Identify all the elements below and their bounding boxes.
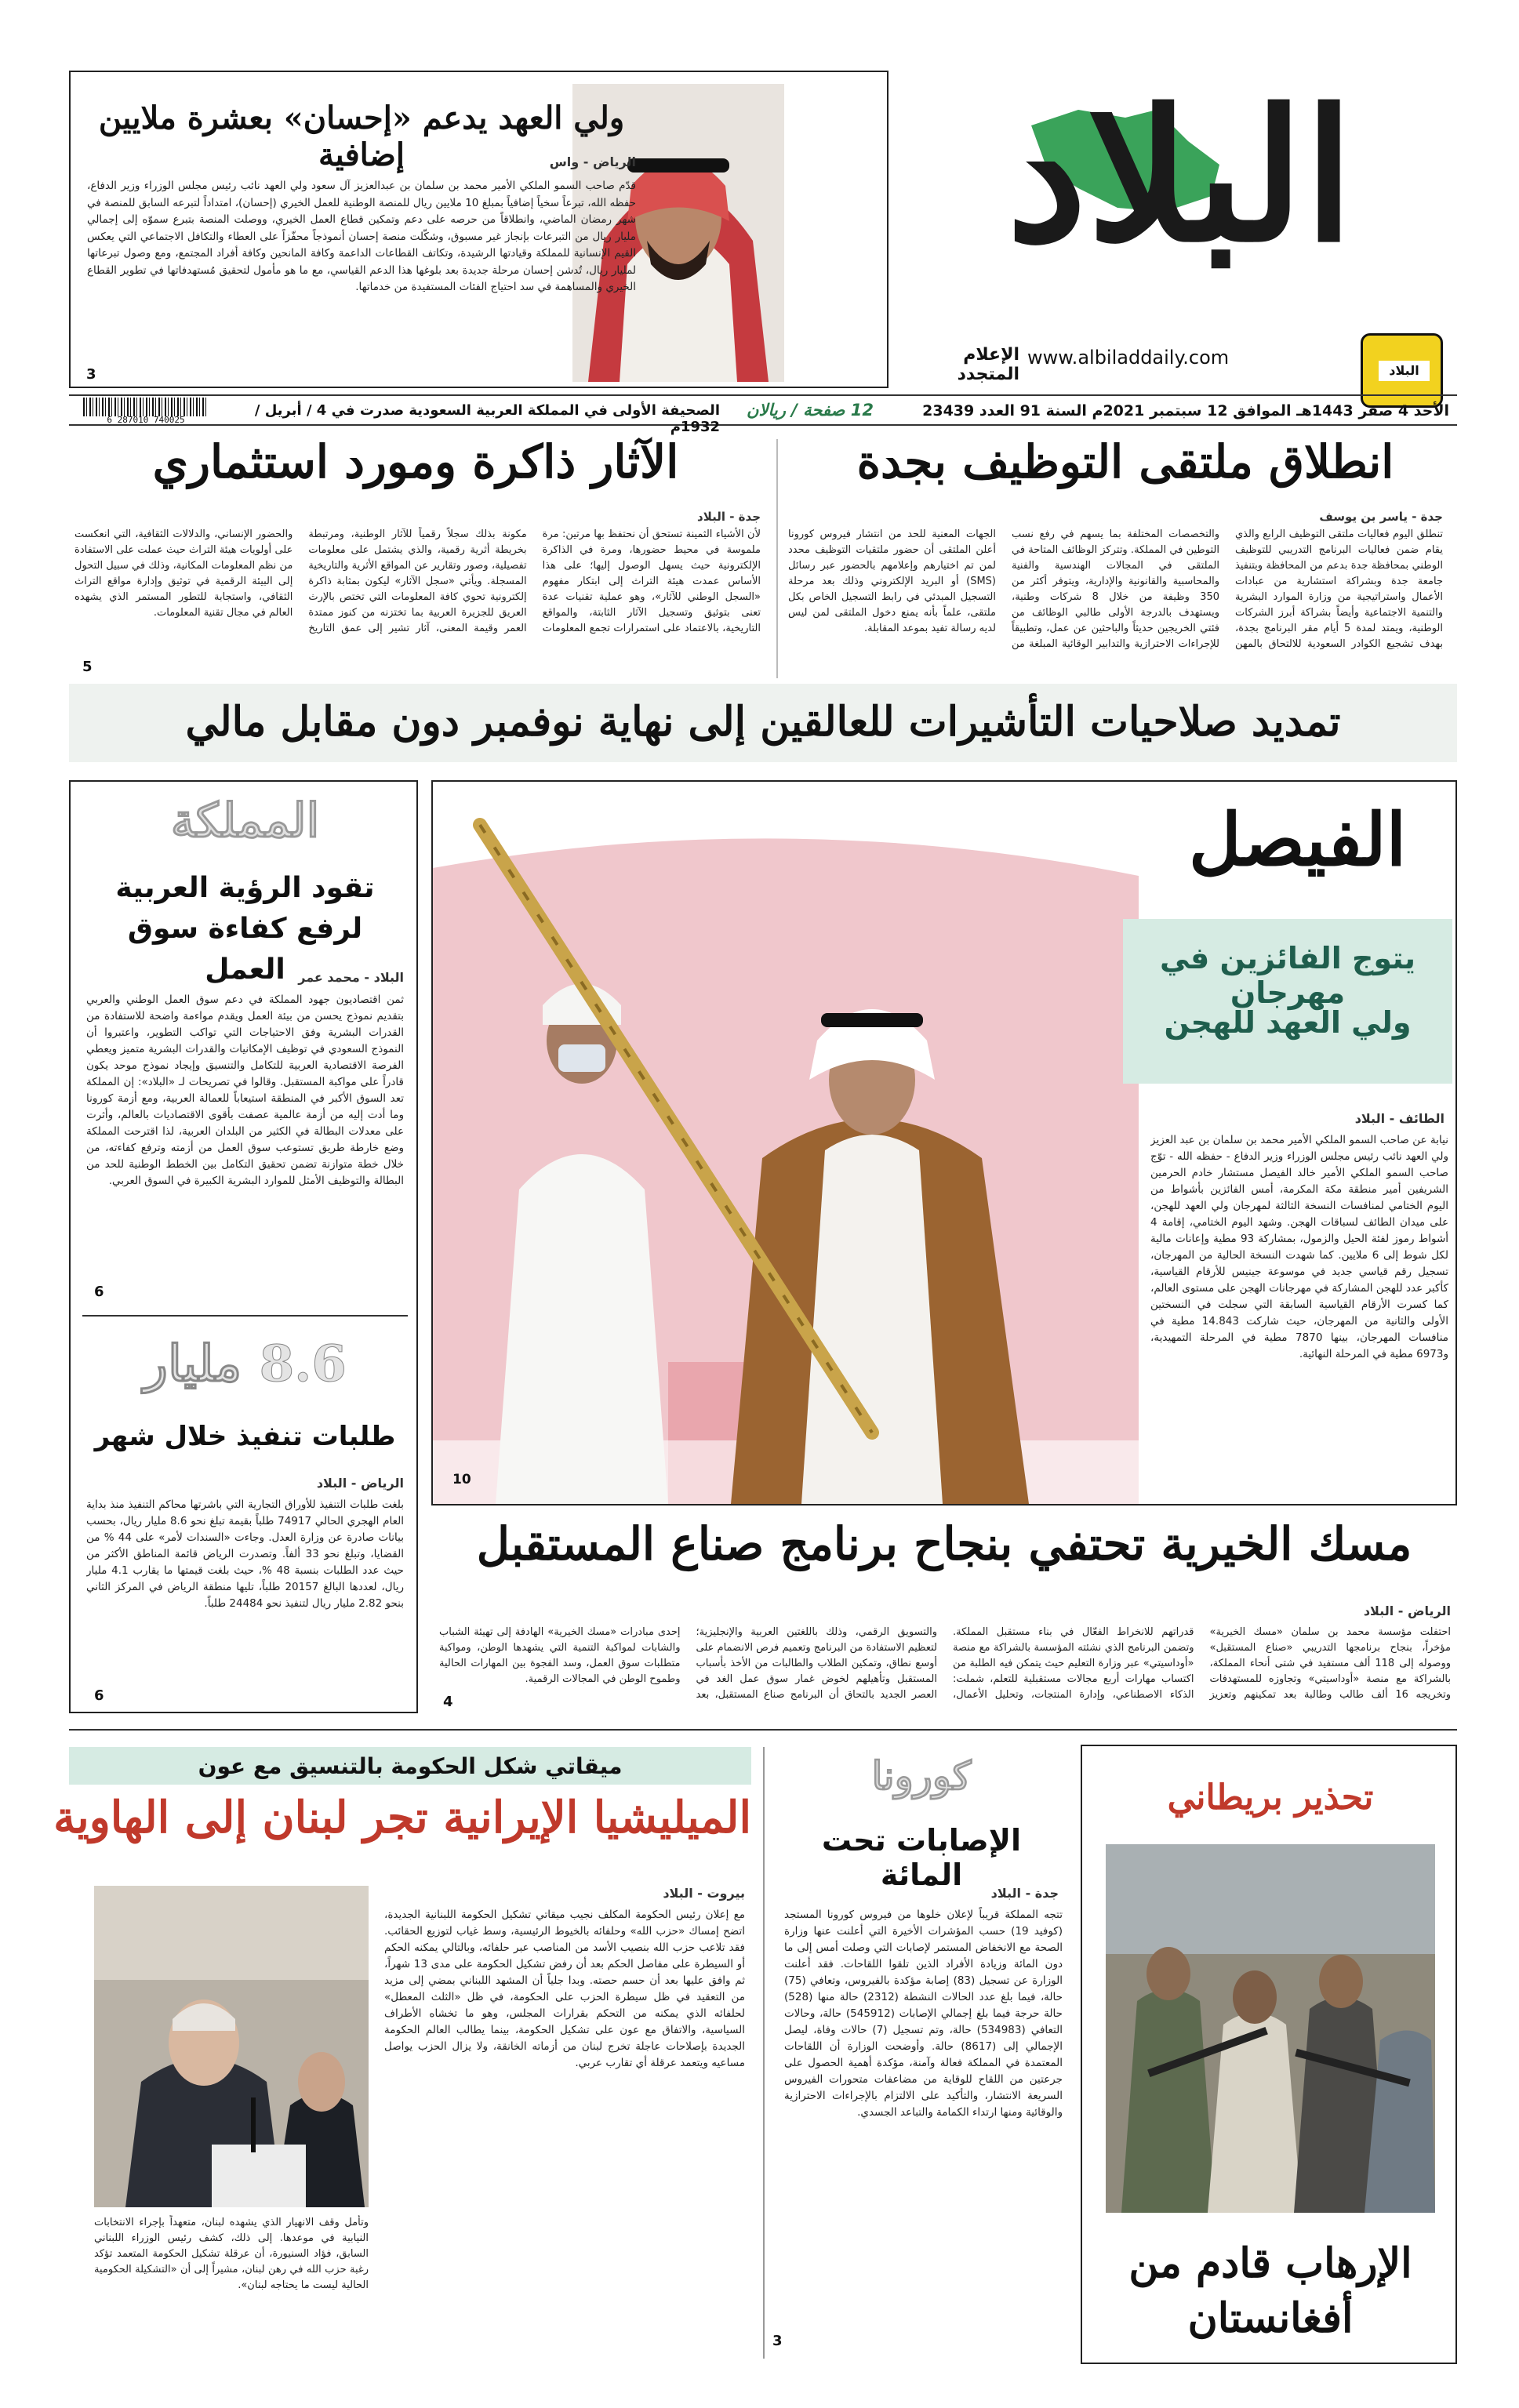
jobs-headline: انطلاق ملتقى التوظيف بجدة: [856, 435, 1394, 489]
heritage-dateline: جدة - البلاد: [697, 510, 761, 524]
kingdom-headline: تقود الرؤية العربية لرفع كفاءة سوق العمل: [115, 872, 375, 986]
afghan-photo: [1106, 1844, 1435, 2213]
lebanon-headline: الميليشيا الإيرانية تجر لبنان إلى الهاوية: [53, 1792, 751, 1843]
armed-fighters-scene: [1106, 1844, 1435, 2213]
lebanon-caption: وتأمل وقف الانهيار الذي يشهده لبنان، متعهداً بإجراء الانتخابات النيابية في موعدها. إلى ذلك، كشف رئيس الوزراء اللبناني السابق، فؤاد السنيورة، أن عرقلة تشكيل الحكومة المتعمد تؤكد رغبة حزب الله في رهن لبنان، مشيراً إلى أن «التشكيلة الحكومية الحالية ليست ما يحتاجه لبنان».: [94, 2217, 369, 2291]
founded-note: الصحيفة الأولى في المملكة العربية السعودية صدرت في 4 / أبريل / 1932م: [254, 402, 720, 435]
visa-banner: [69, 684, 1457, 762]
page-ref: 6: [94, 1687, 104, 1704]
billion-dateline: الرياض - البلاد: [316, 1476, 404, 1491]
billion-figure: 8.6 مليار: [144, 1335, 347, 1393]
heritage-headline: الآثار ذاكرة ومورد استثماري: [152, 435, 679, 489]
misk-body: احتفلت مؤسسة محمد بن سلمان «مسك الخيرية» مؤخراً، بنجاح برنامجها التدريبي «صناع المستقبل» ووصوله إلى 118 ألف مستفيد في شتى أنحاء المملكة، بالشراكة مع منصة «أوداسيتي» وتجاوزه للمستهدفات وتخريجه 16 ألف طالب وطالبة بعد تمكينهم وتعزيز قدراتهم للانخراط الفعّال في بناء مستقبل المملكة. وتضمن البرنامج الذي نشئته المؤسسة بالشراكة مع منصة «أوداسيتي» عبر وزارة التعليم حيث يتمكن فيه الطلبة من اكتساب مهارات أربع مجالات مستقبلية للتعلم، شملت: الذكاء الاصطناعي، وإدارة المنتجات، وتحليل الأعمال، والتسويق الرقمي، وذلك باللغتين العربية والإنجليزية؛ لتعظيم الاستفادة من البرنامج وتعميم فرص الانضمام على أوسع نطاق، وتمكين الطلاب والطالبات من الأخذ بأسباب المستقبل وتأهيلهم لخوض غمار سوق عمل الغد في العصر الجديد بالتحاق أن البرنامج صناع المستقبل، بعد إحدى مبادرات «مسك الخيرية» الهادفة إلى تهيئة الشباب والشابات لمواكبة التنمية التي يشهدها الوطن، ومواكبة متطلبات سوق العمل، وسد الفجوة بين المهارات الحالية وطموح الوطن في المجالات الرقمية.: [439, 1626, 1451, 1701]
logo: البلاد: [1006, 71, 1354, 282]
lebanon-kicker: ميقاتي شكل الحكومة بالتنسيق مع عون: [198, 1753, 623, 1779]
corona-body: تتجه المملكة قريباً لإعلان خلوها من فيروس كورونا المستجد (كوفيد 19) حسب المؤشرات الأخيرة التي أعلنت عنها وزارة الصحة مع الانخفاض المستمر لإصابات التي وصلت أمس إلى ما دون المائة وزيادة الأفراد الذين تلقوا اللقاحات. فقد أعلنت الوزارة عن تسجيل (83) إصابة مؤكدة بالفيروس، وتعافي (75) حالة، فيما بلغ عدد الحالات النشطة (2312) حالة منها (528) حالة حرجة فيما بلغ إجمالي الإصابات (545912) حالة، وحالات التعافي (534983) حالة، وتم تسجيل (7) حالات وفاة، ليصل الإجمالي إلى (8617) حالة. وأوضحت الوزارة أن اللقاحات المعتمدة في المملكة فعالة وآمنة، مؤكدة أهمية الحصول على جرعتين من اللقاح للوقاية من مضاعفات متحورات الفيروس السريعة الانتشار، والتأكيد على الالتزام بالإجراءات الاحترازية والوقائية ومنها ارتداء الكمامة والتباعد الجسدي.: [784, 1909, 1063, 2119]
misk-dateline: الرياض - البلاد: [1363, 1604, 1451, 1618]
column-divider: [776, 439, 778, 678]
afghan-headline-top: تحذير بريطاني: [1167, 1778, 1374, 1818]
website-link[interactable]: www.albiladdaily.com: [1027, 347, 1230, 369]
page-ref: 6: [94, 1284, 104, 1300]
page-ref: 3: [772, 2333, 783, 2349]
mikati-photo: [94, 1886, 369, 2207]
heritage-body: لأن الأشياء الثمينة تستحق أن نحتفظ بها مرتين: مرة ملموسة في محيط حضورها، ومرة في الذاكرة الإلكترونية حيث يسهل الوصول إليها؛ على هذا الأساس عمدت هيئة التراث إلى ابتكار مفهوم «السجل الوطني للآثار»، وهو عملية تقنيات عدة تعنى بتوثيق وتسجيل الآثار الثابتة، والمواقع التاريخية، بالاعتماد على استمرارات تجمع المعلومات مكونة بذلك سجلاً رقمياً للآثار الوطنية، ومرتبطة بخريطة أثرية رقمية، والذي يشتمل على معلومات تفصيلية، وصور وتقارير عن المواقع الأثرية والتاريخية المسجلة. ويأتي «سجل الآثار» ليكون بمثابة ذاكرة إلكترونية تحوي كافة المعلومات التي تختص بالإرث العريق للجزيرة العربية بما تختزنه من كنوز ممتدة العمر وقيمة المعنى، آثار تشير إلى عمق التاريخ والحضور الإنساني، والدلالات الثقافية، التي انعكست على أولويات هيئة التراث حيث عملت على الاستفادة من نظم المعلومات المكانية، وذلك في سبيل التحول إلى البيئة الرقمية في توثيق وإدارة مواقع التراث الثقافي، واستجابة للتطور المستمر الذي يشهده العالم في مجال تقنية المعلومات.: [74, 528, 761, 634]
faisal-subtitle-1: يتوج الفائزين في مهرجان: [1159, 941, 1416, 1010]
faisal-subtitle-panel: [1123, 919, 1452, 1084]
ceremony-scene: [433, 782, 1139, 1504]
kingdom-label: المملكة: [170, 794, 320, 848]
dateline: الأحد 4 صفر 1443هـ الموافق 12 سبتمبر 2021م السنة 91 العدد 23439: [922, 402, 1449, 419]
faisal-photo: [433, 782, 1139, 1504]
top-story-headline: ولي العهد يدعم «إحسان» بعشرة ملايين إضافية: [98, 100, 625, 173]
slogan: الإعلام المتجدد: [957, 345, 1019, 384]
misk-headline: مسك الخيرية تحتفي بنجاح برنامج صناع المستقبل: [476, 1517, 1412, 1571]
faisal-panel: [431, 780, 1457, 1505]
jobs-dateline: جدة - ياسر بن يوسف: [1319, 510, 1443, 524]
lebanon-kicker-bar: [69, 1747, 751, 1785]
barcode-digits: 6 287010 740025: [107, 415, 185, 425]
jobs-body: تنطلق اليوم فعاليات ملتقى التوظيف الرابع والذي يقام ضمن فعاليات البرنامج التدريبي للتوظيف الوطني بمحافظة جدة بدعم من المحافظة وبتنفيذ جامعة جدة وبشراكة استشارية من عبادات الأعمال واستراتيجية من وزارة الموارد البشرية والتنمية الاجتماعية وأيضاً بشراكة أبرز الشركات الوطنية، ويمتد لمدة 5 أيام مقر البرنامج بجدة، بهدف تشجيع الكوادر السعودية للالتحاق بالمهن والتخصصات المختلفة بما يسهم في رفع نسب التوطين في المملكة. وتتركز الوظائف المتاحة في الملتقى في المجالات الهندسية والفنية والمحاسبية والقانونية والإدارية، ويتوفر أكثر من 350 وظيفة من خلال 8 شركات وطنية، ويستهدف بالدرجة الأولى طالبي الوظائف من فئتي الخريجين حديثاً والباحثين عن عمل، وتطبيقاً للإجراءات الاحترازية والتدابير الوقائية المبلغة من الجهات المعنية للحد من انتشار فيروس كورونا أعلن الملتقى أن حضور ملتقيات التوظيف محدد لمن تم اختيارهم وإعلامهم بالحضور عبر رسائل (SMS) أو البريد الإلكتروني وذلك بعد مرحلة التسجيل المبدئي في رابط التسجيل الخاص بكل ملتقى، علماً بأنه يمنع دخول الملتقى لمن ليس لديه رسالة تفيد بموعد المقابلة.: [788, 528, 1443, 650]
press-conference-figure: [94, 1886, 369, 2207]
afghan-headline-bottom: الإرهاب قادم من أفغانستان: [1128, 2239, 1412, 2342]
photo-page-ref: 10: [452, 1472, 471, 1487]
corona-headline: الإصابات تحت المائة: [821, 1823, 1022, 1892]
faisal-dateline: الطائف - البلاد: [1354, 1111, 1445, 1126]
page-ref: 3: [86, 366, 96, 383]
billion-body: بلغت طلبات التنفيذ للأوراق التجارية التي باشرتها محاكم التنفيذ منذ بداية العام الهجري الحالي 74917 طلباً بقيمة تبلغ نحو 8.6 مليار ريال، بحسب بيانات صادرة عن وزارة العدل. وجاءت «السندات لأمر» على 44 % من القضايا، وتبلغ نحو 33 ألفاً. وتصدرت الرياض قائمة المناطق الأكثر من حيث عدد الطلبات بنسبة 48 %، حيث بلغت قيمتها ما يقارب 4.1 مليار ريال، لعددها البالغ 20157 طلباً، تليها منطقة الرياض في المركز الثاني بنحو 2.82 مليار ريال لتنفيذ نحو 24484 طلباً.: [86, 1498, 404, 1610]
corona-label: كورونا: [871, 1752, 972, 1799]
top-story-box: [69, 71, 889, 388]
section-divider: [82, 1315, 408, 1317]
faisal-body: نيابة عن صاحب السمو الملكي الأمير محمد بن سلمان بن عبد العزيز ولي العهد نائب رئيس مجلس الوزراء وزير الدفاع - حفظه الله - توّج صاحب السمو الملكي الأمير خالد الفيصل مستشار خادم الحرمين الشريفين أمير منطقة مكة المكرمة، أمس الفائزين بأشواط من اليوم الختامي لمنافسات النسخة الثالثة لمهرجان ولي العهد للهجن، على ميدان الطائف لسباقات الهجن. وشهد اليوم الختامي، إقامة 4 أشواط رموز لفئة الحيل والزمول، بمشاركة 93 مطية وإعانات مالية لكل شوط إلى 6 ملايين. كما شهدت النسخة الحالية من المهرجان، تسجيل رقم قياسي جديد في موسوعة جينيس للأرقام القياسية، كأكبر عدد للهجن المشاركة في مهرجانات الهجن على مستوى العالم، كما كسرت الأرقام القياسية السابقة التي سجلت في النسختين الأولى والثانية من المهرجان، حيث شاركت 14.843 مطية في منافسات المهرجان، بينها 7870 مطية في المرحلة التمهيدية، و6973 مطية في المرحلة النهائية.: [1150, 1134, 1448, 1360]
corona-dateline: جدة - البلاد: [990, 1886, 1059, 1901]
dateline-bar: [69, 394, 1457, 435]
faisal-subtitle-2: ولي العهد للهجن: [1164, 1005, 1412, 1040]
top-story-dateline: الرياض - واس: [549, 154, 636, 169]
afghan-box: [1081, 1745, 1457, 2364]
visa-headline: تمديد صلاحيات التأشيرات للعالقين إلى نهاية نوفمبر دون مقابل مالي: [185, 698, 1341, 746]
section-divider: [69, 1729, 1457, 1731]
lebanon-dateline: بيروت - البلاد: [663, 1886, 745, 1901]
kingdom-box: [69, 780, 418, 1713]
page-count: 12 صفحة / ريالان: [747, 401, 874, 419]
column-divider: [763, 1747, 765, 2359]
lebanon-body: مع إعلان رئيس الحكومة المكلف نجيب ميقاتي تشكيل الحكومة اللبنانية الجديدة، اتضح إمساك «حزب الله» وحلفائه بالخيوط الرئيسية، وسط غياب لتوزيع الحقائب. فقد تلاعب حزب الله بنصيب الأسد من المناصب عبر حلفائه، وبالتالي يمكنه الحكم أو السيطرة على مفاصل الحكم بعد أن رفض تشكيل الحكومة على مدى 13 شهراً، ثم وافق عليها بعد أن حسم حصته. وبدا جلياً أن المشهد اللبناني بمضي إلى مزيد من التعقيد في ظل سيطرة الحزب على الحكومة، في ظل «الثلث المعطل» لحلفائه الذي يمكنه من التحكم بقرارات المجلس، وهو ما تخشاه الأطراف السياسية، والاتفاق مع عون على تشكيل الحكومة، بينما يطالب العالم الحكومة الجديدة بإصلاحات عاجلة تخرج لبنان من أزماته الخانقة، ولا يزال الحزب يواصل مساعيه ويتعمد عرقلة أي تقارب عربي.: [384, 1909, 745, 2069]
kingdom-dateline: البلاد - محمد عمر: [298, 970, 404, 985]
kingdom-body: ثمن اقتصاديون جهود المملكة في دعم سوق العمل الوطني والعربي بتقديم نموذج يحسن من بيئة العمل ويقدم مواءمة واضحة للاستفادة من القدرات البشرية وفق الاحتياجات التي تواكب التطوير، واعتبروا أن النموذج السعودي في توظيف الإمكانيات والقدرات البشرية متميز ويعطي الفرصة الاقتصادية العربية للتكامل والتنسيق وإيجاد نموذج موحد يكون قادراً على مواكبة المستقبل. وقالوا في تصريحات لـ «البلاد»: إن المملكة تعد السوق الأكبر في المنطقة استيعاباً للعمالة العربية، ومع أزمة كورونا وما أدت إليه من أزمة عالمية عصفت بأقوى الاقتصاديات بالعالم، وأثرت على معدلات البطالة في الكثير من البلدان العربية، لذا اقترحت المملكة وضع خارطة طريق تستوعب سوق العمل من أزمته وترفع كفاءته، من خلال خطة متوازنة تضمن تحقيق التكامل بين الخطط الوطنية للحد من البطالة والتوظيف الأمثل للموارد البشرية الكبيرة في السوق العربي.: [86, 993, 404, 1187]
top-story-body: قدّم صاحب السمو الملكي الأمير محمد بن سلمان بن عبدالعزيز آل سعود ولي العهد نائب رئيس مجلس الوزراء وزير الدفاع، حفظه الله، تبرعاً سخياً إضافياً بمبلغ 10 ملايين ريال للمنصة الوطنية للعمل الخيري (إحسان)، امتداداً لتبرعه السابق للمنصة في شهر رمضان الماضي، وانطلاقاً من حرصه على دعم وتمكين قطاع العمل الخيري، ووصلت المنصة بتبرع سموّه إلى إجمالي مليار ريال من التبرعات بإنجاز غير مسبوق، وشكّلت منصة إحسان أنموذجاً محفّزاً على العطاء والتكافل الاجتماعي التي يعكس القيم الإنسانية للمملكة وقيادتها الرشيدة، وتكاتف القطاعات الداعمة وكافة المانحين وكافة أفراد المجتمع، ومع وصول تبرعاتها لمليار ريال، تُدشن إحسان مرحلة جديدة بعد بلوغها هذا الدعم القياسي، مع ما هو مأمول لتحقيق مُستهدفاتها في تطوير القطاع الخيري والمساهمة في سد احتياج الفئات المستفيدة من خدماتها.: [87, 180, 636, 293]
faisal-title: الفيصل: [1188, 797, 1407, 882]
page-ref: 5: [82, 659, 93, 675]
barcode: [83, 398, 209, 424]
qr-label: البلاد: [1379, 361, 1430, 381]
page-ref: 4: [443, 1694, 453, 1710]
billion-headline: طلبات تنفيذ خلال شهر: [94, 1421, 396, 1452]
